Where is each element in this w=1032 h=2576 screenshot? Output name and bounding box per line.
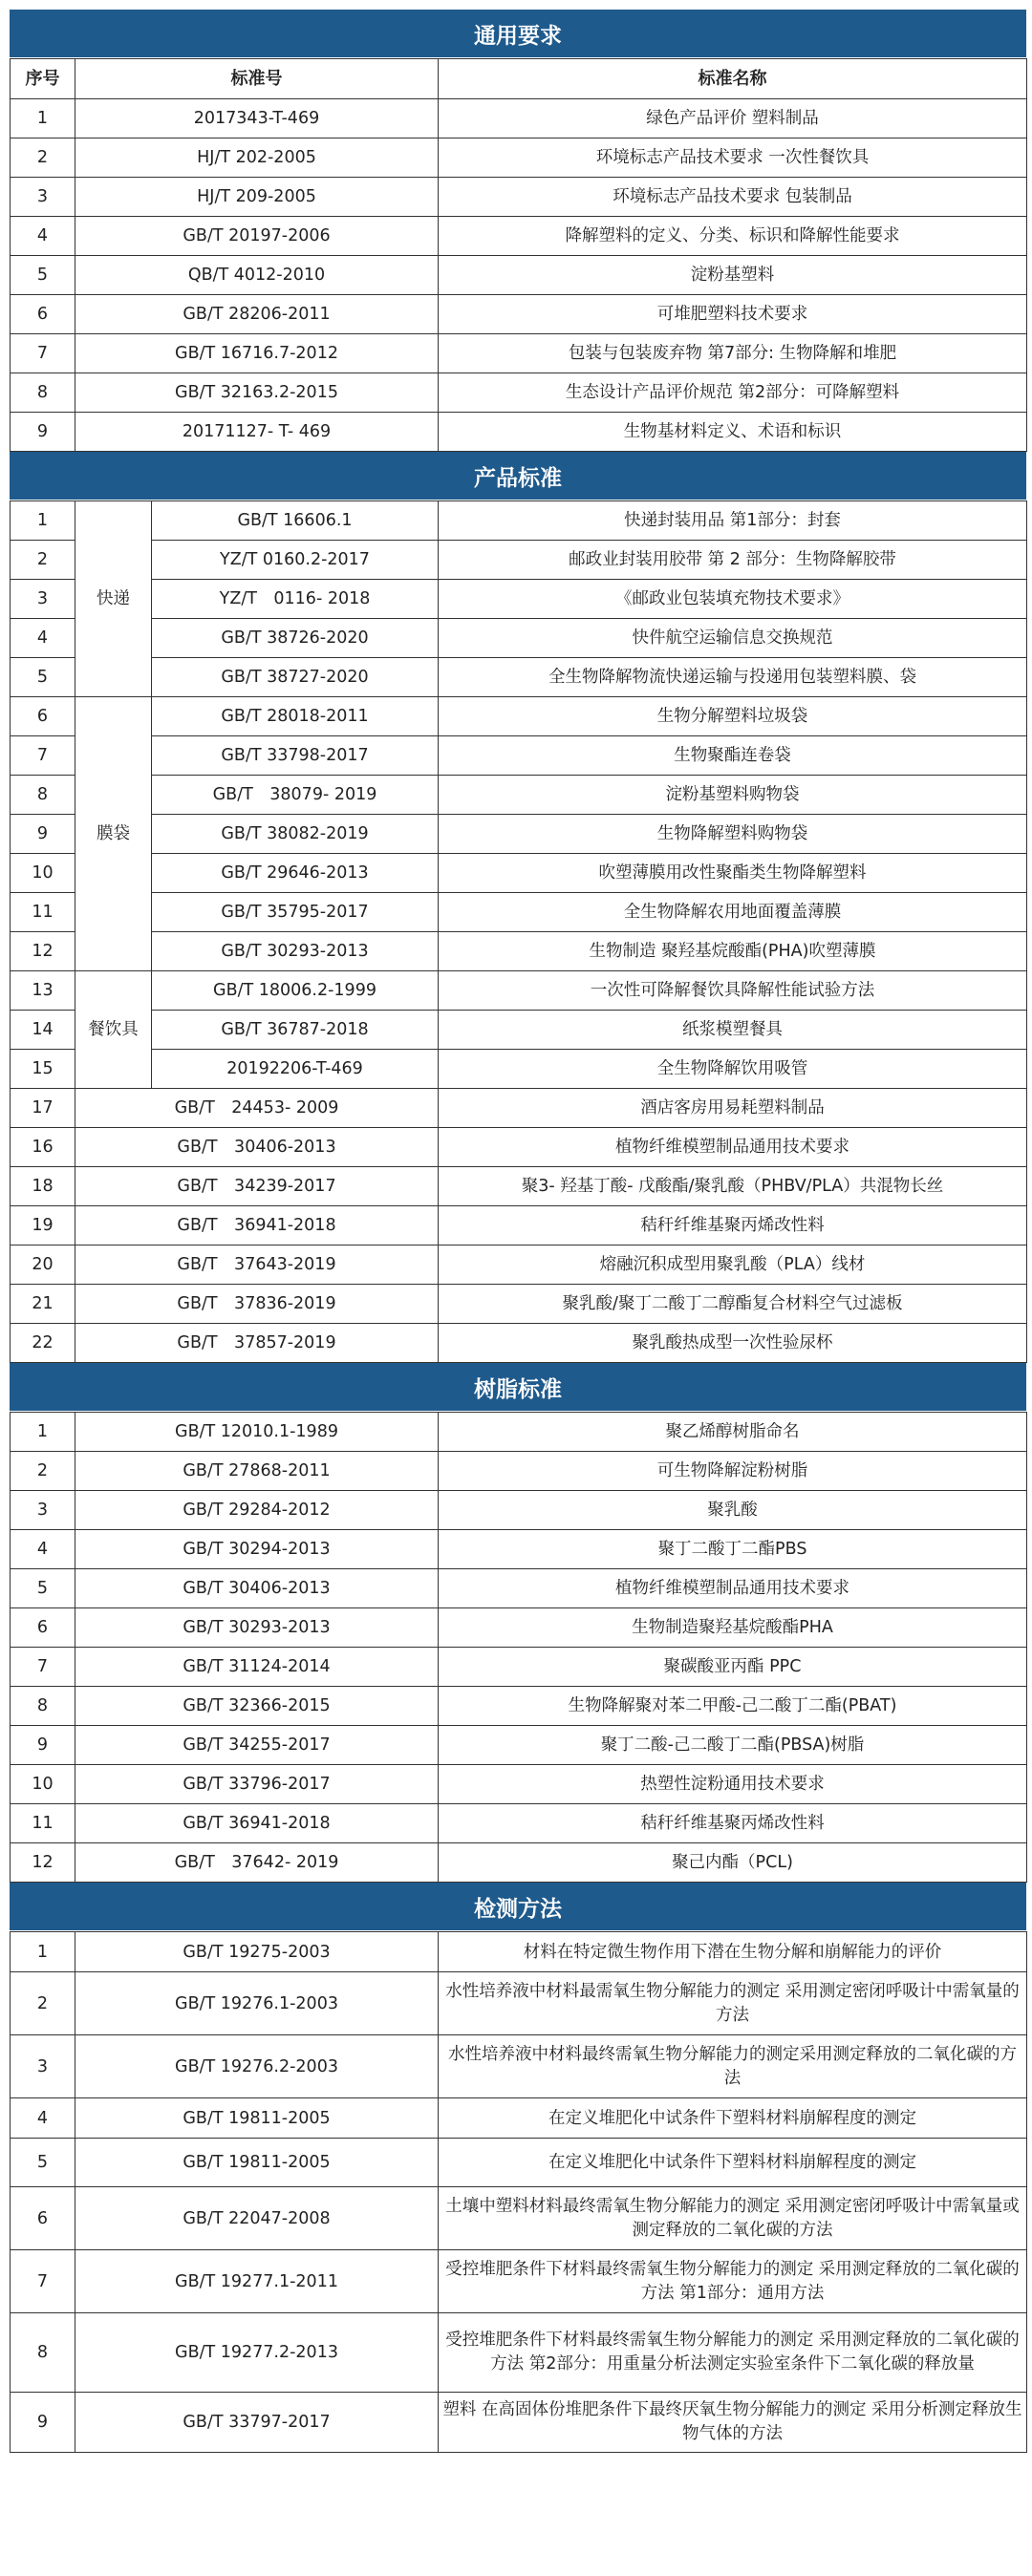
row-number: 7 xyxy=(11,334,75,373)
standard-code: GB/T 29284-2012 xyxy=(75,1491,439,1530)
standard-name: 受控堆肥条件下材料最终需氧生物分解能力的测定 采用测定释放的二氧化碳的方法 第2部分：用重量分析法测定实验室条件下二氧化碳的释放量 xyxy=(439,2313,1027,2393)
section-title-resin: 树脂标准 xyxy=(10,1363,1026,1412)
table-row xyxy=(11,1804,1027,1843)
row-number: 1 xyxy=(11,99,75,138)
table-row xyxy=(11,1687,1027,1726)
table-row xyxy=(11,1245,1027,1285)
standard-name: 一次性可降解餐饮具降解性能试验方法 xyxy=(439,971,1027,1011)
table-row xyxy=(11,815,1027,854)
standard-code: GB/T 33798-2017 xyxy=(152,736,439,776)
standard-name: 吹塑薄膜用改性聚酯类生物降解塑料 xyxy=(439,854,1027,893)
row-number: 11 xyxy=(11,1804,75,1843)
row-number: 1 xyxy=(11,1413,75,1452)
table-row xyxy=(11,1932,1027,1972)
row-number: 8 xyxy=(11,1687,75,1726)
row-number: 4 xyxy=(11,619,75,658)
table-row xyxy=(11,1167,1027,1206)
category-label: 餐饮具 xyxy=(75,971,152,1089)
row-number: 16 xyxy=(11,1128,75,1167)
row-number: 20 xyxy=(11,1245,75,1285)
standard-name: 降解塑料的定义、分类、标识和降解性能要求 xyxy=(439,217,1027,256)
table-row xyxy=(11,2250,1027,2313)
table-row xyxy=(11,2035,1027,2098)
standard-code: GB/T 29646-2013 xyxy=(152,854,439,893)
table-row xyxy=(11,256,1027,295)
standard-name: 植物纤维模塑制品通用技术要求 xyxy=(439,1128,1027,1167)
row-number: 13 xyxy=(11,971,75,1011)
standard-name: 秸秆纤维基聚丙烯改性料 xyxy=(439,1206,1027,1245)
row-number: 2 xyxy=(11,1972,75,2035)
standard-code: GB/T 37836-2019 xyxy=(75,1285,439,1324)
row-number: 6 xyxy=(11,1608,75,1648)
standard-code: GB/T 19275-2003 xyxy=(75,1932,439,1972)
standard-code: GB/T 35795-2017 xyxy=(152,893,439,932)
table-row xyxy=(11,1128,1027,1167)
standard-code: HJ/T 202-2005 xyxy=(75,138,439,178)
standard-code: GB/T 30293-2013 xyxy=(152,932,439,971)
section-title-general: 通用要求 xyxy=(10,10,1026,58)
table-row xyxy=(11,1530,1027,1569)
row-number: 8 xyxy=(11,2313,75,2393)
row-number: 2 xyxy=(11,541,75,580)
table-row xyxy=(11,1089,1027,1128)
standard-name: 植物纤维模塑制品通用技术要求 xyxy=(439,1569,1027,1608)
standard-code: GB/T 19276.2-2003 xyxy=(75,2035,439,2098)
standard-name: 环境标志产品技术要求 一次性餐饮具 xyxy=(439,138,1027,178)
table-header-row xyxy=(11,59,1027,99)
header-name: 标准名称 xyxy=(439,59,1027,99)
row-number: 22 xyxy=(11,1324,75,1363)
row-number: 11 xyxy=(11,893,75,932)
table-row xyxy=(11,2393,1027,2453)
table-row xyxy=(11,1648,1027,1687)
standard-code: 20171127- T- 469 xyxy=(75,413,439,452)
standard-code: GB/T 30406-2013 xyxy=(75,1128,439,1167)
table-test xyxy=(10,1931,1027,2453)
standard-name: 土壤中塑料材料最终需氧生物分解能力的测定 采用测定密闭呼吸计中需氧量或测定释放的二氧化碳的方法 xyxy=(439,2187,1027,2250)
standard-name: 全生物降解农用地面覆盖薄膜 xyxy=(439,893,1027,932)
standard-name: 生物制造 聚羟基烷酸酯(PHA)吹塑薄膜 xyxy=(439,932,1027,971)
standard-code: GB/T 19277.2-2013 xyxy=(75,2313,439,2393)
table-row xyxy=(11,971,1027,1011)
row-number: 7 xyxy=(11,2250,75,2313)
table-general xyxy=(10,58,1027,452)
standard-name: 塑料 在高固体份堆肥条件下最终厌氧生物分解能力的测定 采用分析测定释放生物气体的方法 xyxy=(439,2393,1027,2453)
header-code: 标准号 xyxy=(75,59,439,99)
standard-code: GB/T 38727-2020 xyxy=(152,658,439,697)
table-resin xyxy=(10,1412,1027,1883)
standard-name: 全生物降解物流快递运输与投递用包装塑料膜、袋 xyxy=(439,658,1027,697)
table-row xyxy=(11,736,1027,776)
table-row xyxy=(11,893,1027,932)
standard-code: GB/T 38082-2019 xyxy=(152,815,439,854)
standard-code: GB/T 30294-2013 xyxy=(75,1530,439,1569)
standard-code: GB/T 36787-2018 xyxy=(152,1011,439,1050)
table-row xyxy=(11,99,1027,138)
standard-code: GB/T 27868-2011 xyxy=(75,1452,439,1491)
standard-name: 受控堆肥条件下材料最终需氧生物分解能力的测定 采用测定释放的二氧化碳的方法 第1部分：通用方法 xyxy=(439,2250,1027,2313)
row-number: 3 xyxy=(11,1491,75,1530)
standard-name: 聚乳酸 xyxy=(439,1491,1027,1530)
standard-name: 聚己内酯（PCL) xyxy=(439,1843,1027,1883)
header-no: 序号 xyxy=(11,59,75,99)
standard-name: 生物分解塑料垃圾袋 xyxy=(439,697,1027,736)
row-number: 9 xyxy=(11,1726,75,1765)
table-row xyxy=(11,1972,1027,2035)
standard-name: 热塑性淀粉通用技术要求 xyxy=(439,1765,1027,1804)
table-row xyxy=(11,1765,1027,1804)
table-row xyxy=(11,854,1027,893)
row-number: 1 xyxy=(11,1932,75,1972)
section-title-product: 产品标准 xyxy=(10,452,1026,500)
standard-code: GB/T 32366-2015 xyxy=(75,1687,439,1726)
row-number: 12 xyxy=(11,932,75,971)
table-row xyxy=(11,1324,1027,1363)
row-number: 10 xyxy=(11,854,75,893)
table-row xyxy=(11,1285,1027,1324)
standard-code: GB/T 36941-2018 xyxy=(75,1206,439,1245)
standard-code: GB/T 18006.2-1999 xyxy=(152,971,439,1011)
table-row xyxy=(11,501,1027,541)
table-row xyxy=(11,1413,1027,1452)
standard-code: GB/T 30293-2013 xyxy=(75,1608,439,1648)
standard-code: GB/T 12010.1-1989 xyxy=(75,1413,439,1452)
table-product xyxy=(10,500,1027,1363)
standard-name: 可堆肥塑料技术要求 xyxy=(439,295,1027,334)
row-number: 6 xyxy=(11,697,75,736)
table-row xyxy=(11,1452,1027,1491)
table-row xyxy=(11,619,1027,658)
standards-sheet xyxy=(10,10,1026,2453)
standard-code: 2017343-T-469 xyxy=(75,99,439,138)
standard-code: GB/T 28018-2011 xyxy=(152,697,439,736)
standard-code: GB/T 37643-2019 xyxy=(75,1245,439,1285)
row-number: 1 xyxy=(11,501,75,541)
table-row xyxy=(11,334,1027,373)
row-number: 10 xyxy=(11,1765,75,1804)
standard-code: GB/T 34255-2017 xyxy=(75,1726,439,1765)
standard-name: 生态设计产品评价规范 第2部分：可降解塑料 xyxy=(439,373,1027,413)
standard-code: GB/T 20197-2006 xyxy=(75,217,439,256)
standard-name: 绿色产品评价 塑料制品 xyxy=(439,99,1027,138)
standard-name: 秸秆纤维基聚丙烯改性料 xyxy=(439,1804,1027,1843)
standard-code: GB/T 38726-2020 xyxy=(152,619,439,658)
standard-name: 生物基材料定义、术语和标识 xyxy=(439,413,1027,452)
standard-code: GB/T 37642- 2019 xyxy=(75,1843,439,1883)
standard-name: 聚乙烯醇树脂命名 xyxy=(439,1413,1027,1452)
standard-name: 在定义堆肥化中试条件下塑料材料崩解程度的测定 xyxy=(439,2098,1027,2139)
standard-name: 快件航空运输信息交换规范 xyxy=(439,619,1027,658)
standard-code: GB/T 19811-2005 xyxy=(75,2098,439,2139)
row-number: 5 xyxy=(11,256,75,295)
table-row xyxy=(11,932,1027,971)
row-number: 14 xyxy=(11,1011,75,1050)
standard-code: GB/T 34239-2017 xyxy=(75,1167,439,1206)
standard-name: 聚丁二酸丁二酯PBS xyxy=(439,1530,1027,1569)
standard-code: GB/T 33796-2017 xyxy=(75,1765,439,1804)
table-row xyxy=(11,1726,1027,1765)
standard-name: 水性培养液中材料最终需氧生物分解能力的测定采用测定释放的二氧化碳的方法 xyxy=(439,2035,1027,2098)
row-number: 9 xyxy=(11,2393,75,2453)
standard-code: GB/T 16716.7-2012 xyxy=(75,334,439,373)
row-number: 3 xyxy=(11,178,75,217)
row-number: 7 xyxy=(11,736,75,776)
standard-name: 环境标志产品技术要求 包装制品 xyxy=(439,178,1027,217)
standard-name: 全生物降解饮用吸管 xyxy=(439,1050,1027,1089)
table-row xyxy=(11,658,1027,697)
row-number: 19 xyxy=(11,1206,75,1245)
standard-name: 熔融沉积成型用聚乳酸（PLA）线材 xyxy=(439,1245,1027,1285)
row-number: 6 xyxy=(11,295,75,334)
standard-code: GB/T 19277.1-2011 xyxy=(75,2250,439,2313)
category-label: 膜袋 xyxy=(75,697,152,971)
standard-code: GB/T 38079- 2019 xyxy=(152,776,439,815)
standard-code: GB/T 30406-2013 xyxy=(75,1569,439,1608)
standard-name: 聚乳酸/聚丁二酸丁二醇酯复合材料空气过滤板 xyxy=(439,1285,1027,1324)
standard-code: GB/T 19276.1-2003 xyxy=(75,1972,439,2035)
standard-code: YZ/T 0116- 2018 xyxy=(152,580,439,619)
standard-code: YZ/T 0160.2-2017 xyxy=(152,541,439,580)
row-number: 3 xyxy=(11,2035,75,2098)
table-row xyxy=(11,178,1027,217)
standard-name: 包装与包装废弃物 第7部分: 生物降解和堆肥 xyxy=(439,334,1027,373)
standard-name: 聚3- 羟基丁酸- 戊酸酯/聚乳酸（PHBV/PLA）共混物长丝 xyxy=(439,1167,1027,1206)
table-row xyxy=(11,2139,1027,2187)
standard-code: GB/T 31124-2014 xyxy=(75,1648,439,1687)
row-number: 5 xyxy=(11,658,75,697)
row-number: 2 xyxy=(11,1452,75,1491)
standard-code: GB/T 19811-2005 xyxy=(75,2139,439,2187)
standard-code: QB/T 4012-2010 xyxy=(75,256,439,295)
standard-name: 纸浆模塑餐具 xyxy=(439,1011,1027,1050)
table-row xyxy=(11,1491,1027,1530)
table-row xyxy=(11,2313,1027,2393)
table-row xyxy=(11,1608,1027,1648)
table-row xyxy=(11,138,1027,178)
table-row xyxy=(11,580,1027,619)
standard-code: GB/T 36941-2018 xyxy=(75,1804,439,1843)
row-number: 4 xyxy=(11,2098,75,2139)
row-number: 4 xyxy=(11,217,75,256)
row-number: 12 xyxy=(11,1843,75,1883)
standard-name: 聚碳酸亚丙酯 PPC xyxy=(439,1648,1027,1687)
standard-name: 淀粉基塑料 xyxy=(439,256,1027,295)
standard-code: GB/T 22047-2008 xyxy=(75,2187,439,2250)
row-number: 7 xyxy=(11,1648,75,1687)
table-row xyxy=(11,776,1027,815)
standard-name: 生物降解塑料购物袋 xyxy=(439,815,1027,854)
table-row xyxy=(11,541,1027,580)
standard-name: 生物降解聚对苯二甲酸-己二酸丁二酯(PBAT) xyxy=(439,1687,1027,1726)
standard-code: GB/T 33797-2017 xyxy=(75,2393,439,2453)
standard-name: 生物制造聚羟基烷酸酯PHA xyxy=(439,1608,1027,1648)
standard-code: GB/T 16606.1 xyxy=(152,501,439,541)
table-row xyxy=(11,1011,1027,1050)
row-number: 15 xyxy=(11,1050,75,1089)
section-title-test: 检测方法 xyxy=(10,1883,1026,1931)
row-number: 5 xyxy=(11,1569,75,1608)
standard-name: 邮政业封装用胶带 第 2 部分：生物降解胶带 xyxy=(439,541,1027,580)
row-number: 4 xyxy=(11,1530,75,1569)
standard-code: GB/T 37857-2019 xyxy=(75,1324,439,1363)
row-number: 21 xyxy=(11,1285,75,1324)
standard-name: 淀粉基塑料购物袋 xyxy=(439,776,1027,815)
table-row xyxy=(11,1206,1027,1245)
table-row xyxy=(11,1050,1027,1089)
table-row xyxy=(11,295,1027,334)
standard-code: HJ/T 209-2005 xyxy=(75,178,439,217)
standard-name: 材料在特定微生物作用下潜在生物分解和崩解能力的评价 xyxy=(439,1932,1027,1972)
standard-name: 快递封装用品 第1部分：封套 xyxy=(439,501,1027,541)
row-number: 8 xyxy=(11,373,75,413)
row-number: 8 xyxy=(11,776,75,815)
row-number: 3 xyxy=(11,580,75,619)
table-row xyxy=(11,1569,1027,1608)
table-row xyxy=(11,217,1027,256)
standard-name: 可生物降解淀粉树脂 xyxy=(439,1452,1027,1491)
table-row xyxy=(11,373,1027,413)
row-number: 18 xyxy=(11,1167,75,1206)
table-row xyxy=(11,413,1027,452)
category-label: 快递 xyxy=(75,501,152,697)
table-row xyxy=(11,697,1027,736)
standard-name: 《邮政业包装填充物技术要求》 xyxy=(439,580,1027,619)
table-row xyxy=(11,1843,1027,1883)
standard-code: 20192206-T-469 xyxy=(152,1050,439,1089)
standard-name: 生物聚酯连卷袋 xyxy=(439,736,1027,776)
row-number: 17 xyxy=(11,1089,75,1128)
row-number: 9 xyxy=(11,815,75,854)
standard-name: 在定义堆肥化中试条件下塑料材料崩解程度的测定 xyxy=(439,2139,1027,2187)
standard-name: 水性培养液中材料最需氧生物分解能力的测定 采用测定密闭呼吸计中需氧量的方法 xyxy=(439,1972,1027,2035)
row-number: 6 xyxy=(11,2187,75,2250)
row-number: 5 xyxy=(11,2139,75,2187)
row-number: 2 xyxy=(11,138,75,178)
row-number: 9 xyxy=(11,413,75,452)
standard-code: GB/T 24453- 2009 xyxy=(75,1089,439,1128)
table-row xyxy=(11,2187,1027,2250)
standard-code: GB/T 32163.2-2015 xyxy=(75,373,439,413)
standard-name: 聚乳酸热成型一次性验尿杯 xyxy=(439,1324,1027,1363)
standard-name: 酒店客房用易耗塑料制品 xyxy=(439,1089,1027,1128)
standard-name: 聚丁二酸-己二酸丁二酯(PBSA)树脂 xyxy=(439,1726,1027,1765)
table-row xyxy=(11,2098,1027,2139)
standard-code: GB/T 28206-2011 xyxy=(75,295,439,334)
